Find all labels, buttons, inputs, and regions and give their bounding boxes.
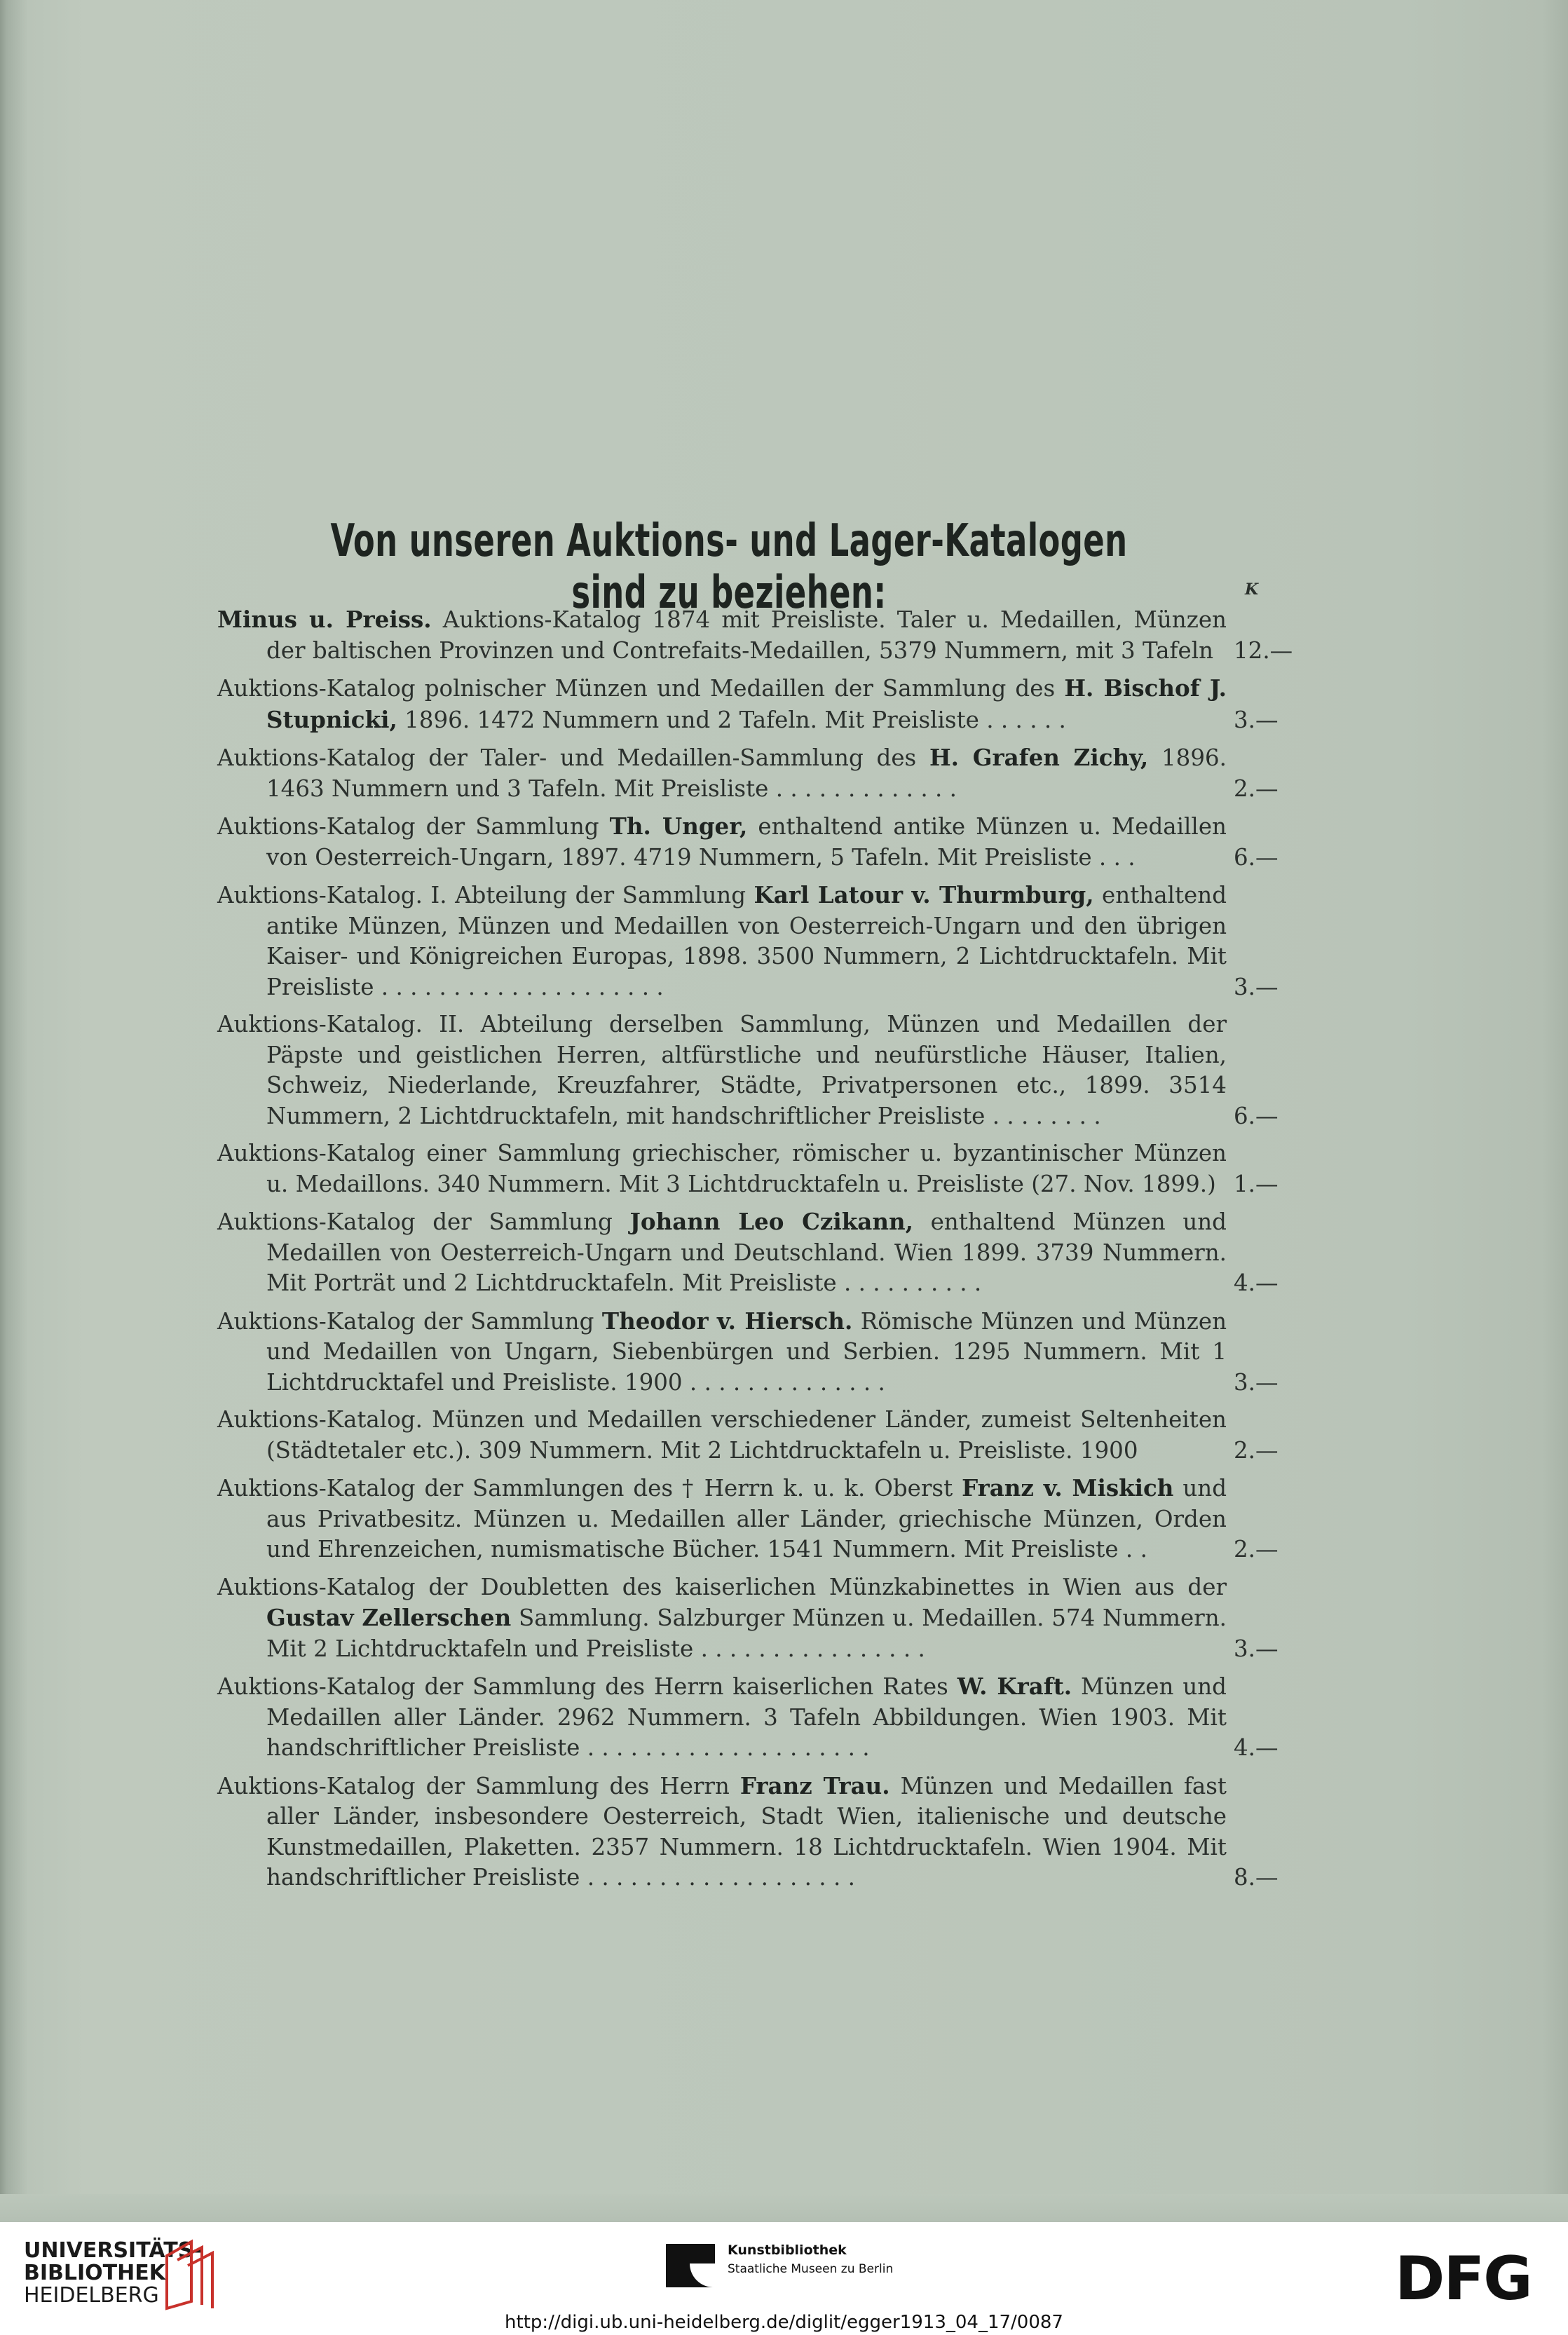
catalog-entry (217, 1572, 1279, 1665)
dfg-logo[interactable]: DFG (1395, 2244, 1532, 2314)
entry-price: 12.— (1234, 636, 1293, 664)
collection-name: Karl Latour v. Thurmburg, (754, 881, 1094, 908)
entry-text: Auktions-Katalog der Sammlungen des † Herrn k. u. k. Oberst (217, 1475, 962, 1502)
catalog-entry (217, 811, 1279, 873)
catalog-entry (217, 1473, 1279, 1565)
entry-price: 8.— (1234, 1864, 1279, 1891)
entry-text: Auktions-Katalog der Sammlung des Herrn kaiserlichen Rates (217, 1673, 957, 1700)
catalog-entry (217, 1306, 1279, 1398)
entry-text: Römische Münzen und Münzen und Medaillen von Ungarn, Siebenbürgen und Serbien. 1295 Nummern. Mit 1 Lichtdrucktafel und Preisliste. 1900 . . . . . . . . . . . . . . (266, 1307, 1227, 1396)
entry-price: 3.— (1234, 1635, 1279, 1662)
entry-price: 4.— (1234, 1269, 1279, 1296)
entry-text: Auktions-Katalog der Sammlung (217, 1307, 602, 1335)
entry-text: Auktions-Katalog der Sammlung des Herrn (217, 1772, 740, 1799)
entry-price: 4.— (1234, 1734, 1279, 1761)
kunstbibliothek-subtitle: Staatliche Museen zu Berlin (728, 2262, 894, 2276)
entry-price: 6.— (1234, 843, 1279, 871)
entry-text: Münzen und Medaillen aller Länder. 2962 Nummern. 3 Tafeln Abbildungen. Wien 1903. Mit handschriftlicher Preisliste . . . . . . . . . . . . . . . . . . . . (266, 1673, 1227, 1761)
catalog-entry (217, 1671, 1279, 1764)
entry-price: 2.— (1234, 775, 1279, 802)
entry-text: enthaltend Münzen und Medaillen von Oesterreich-Ungarn und Deutschland. Wien 1899. 3739 Nummern. Mit Porträt und 2 Lichtdrucktafeln. Mit Preisliste . . . . . . . . . . (266, 1209, 1227, 1296)
ub-logo-line-1: UNIVERSITÄTS- (24, 2238, 202, 2263)
entry-text: Auktions-Katalog der Sammlung (217, 1209, 630, 1235)
entry-price: 3.— (1234, 973, 1279, 1000)
page-heading: Von unseren Auktions- und Lager-Katalogen sind zu beziehen: (330, 515, 1128, 619)
permalink-url[interactable]: http://digi.ub.uni-heidelberg.de/diglit/egger1913_04_17/0087 (505, 2312, 1063, 2333)
catalog-entry (217, 673, 1279, 735)
collection-name: Franz v. Miskich (962, 1474, 1174, 1502)
collection-name: Minus u. Preiss. (217, 606, 432, 633)
collection-name: H. Bischof J. Stupnicki, (266, 674, 1227, 733)
entry-text: und aus Privatbesitz. Münzen u. Medaillen aller Länder, griechische Münzen, Orden und Ehrenzeichen, numismatische Bücher. 1541 Nummern. Mit Preisliste . . (266, 1475, 1227, 1563)
collection-name: Gustav Zellerschen (266, 1604, 512, 1631)
entry-text: Auktions-Katalog. II. Abteilung derselben Sammlung, Münzen und Medaillen der Päpste und geistlichen Herren, altfürstliche und neufürstliche Häuser, Italien, Schweiz, Niederlande, Kreuzfahrer, Städte, Privatpersonen etc., 1899. 3514 Nummern, 2 Lichtdrucktafeln, mit handschriftlicher Preisliste . . . . . . . . (217, 1011, 1227, 1129)
entry-text: Auktions-Katalog der Sammlung (217, 813, 610, 840)
catalog-entry (217, 1138, 1279, 1199)
catalog-entry (217, 880, 1279, 1002)
catalog-list (217, 604, 1293, 1900)
collection-name: Th. Unger, (609, 812, 748, 840)
kunstbibliothek-mark-icon (666, 2244, 715, 2287)
collection-name: Theodor v. Hiersch. (601, 1307, 853, 1335)
entry-price: 2.— (1234, 1436, 1279, 1464)
entry-text: 1896. 1463 Nummern und 3 Tafeln. Mit Preisliste . . . . . . . . . . . . . (266, 744, 1227, 802)
entry-text: Auktions-Katalog 1874 mit Preisliste. Taler u. Medaillen, Münzen der baltischen Provinzen und Contrefaits-Medaillen, 5379 Nummern, mit 3 Tafeln (266, 606, 1227, 664)
catalog-entry (217, 1009, 1279, 1131)
entry-text: Auktions-Katalog einer Sammlung griechischer, römischer u. byzantinischer Münzen u. Medaillons. 340 Nummern. Mit 3 Lichtdrucktafeln u. Preisliste (27. Nov. 1899.) (217, 1140, 1227, 1197)
collection-name: Johann Leo Czikann, (629, 1208, 913, 1235)
entry-text: Auktions-Katalog. Münzen und Medaillen verschiedener Länder, zumeist Seltenheiten (Städtetaler etc.). 309 Nummern. Mit 2 Lichtdrucktafeln u. Preisliste. 1900 (217, 1406, 1227, 1464)
entry-price: 2.— (1234, 1536, 1279, 1563)
kunstbibliothek-title: Kunstbibliothek (728, 2242, 847, 2258)
catalog-entry (217, 1206, 1279, 1299)
entry-text: Sammlung. Salzburger Münzen u. Medaillen. 574 Nummern. Mit 2 Lichtdrucktafeln und Preisliste . . . . . . . . . . . . . . . . (266, 1605, 1227, 1662)
price-column-unit: K (1245, 580, 1259, 599)
entry-text: Auktions-Katalog polnischer Münzen und Medaillen der Sammlung des (217, 675, 1065, 702)
entry-text: enthaltend antike Münzen u. Medaillen von Oesterreich-Ungarn, 1897. 4719 Nummern, 5 Tafeln. Mit Preisliste . . . (266, 813, 1227, 871)
entry-text: Auktions-Katalog der Doubletten des kaiserlichen Münzkabinettes in Wien aus der (217, 1573, 1227, 1600)
entry-price: 6.— (1234, 1102, 1279, 1129)
catalog-entry (217, 1771, 1279, 1893)
entry-text: enthaltend antike Münzen, Münzen und Medaillen von Oesterreich-Ungarn und den übrigen Kaiser- und Königreichen Europas, 1898. 3500 Nummern, 2 Lichtdrucktafeln. Mit Preisliste . . . . . . . . . . . . . . . . . . . . (266, 882, 1227, 1000)
catalog-entry (217, 742, 1279, 804)
entry-price: 3.— (1234, 706, 1279, 733)
ub-logo-line-2: BIBLIOTHEK (24, 2261, 165, 2285)
collection-name: Franz Trau. (739, 1771, 890, 1799)
footer-bar (0, 2222, 1568, 2335)
ub-logo-line-3: HEIDELBERG (24, 2283, 159, 2308)
catalog-entry (217, 604, 1293, 666)
collection-name: H. Grafen Zichy, (929, 744, 1149, 771)
entry-text: Auktions-Katalog der Taler- und Medaillen-Sammlung des (217, 744, 929, 771)
entry-price: 3.— (1234, 1368, 1279, 1396)
entry-text: Auktions-Katalog. I. Abteilung der Sammlung (217, 882, 754, 908)
collection-name: W. Kraft. (957, 1673, 1072, 1700)
catalog-entry (217, 1405, 1279, 1466)
entry-price: 1.— (1234, 1170, 1279, 1197)
entry-text: Münzen und Medaillen fast aller Länder, insbesondere Oesterreich, Stadt Wien, italienische und deutsche Kunstmedaillen, Plaketten. 2357 Nummern. 18 Lichtdrucktafeln. Wien 1904. Mit handschriftlicher Preisliste . . . . . . . . . . . . . . . . . . . (266, 1772, 1227, 1891)
entry-text: 1896. 1472 Nummern und 2 Tafeln. Mit Preisliste . . . . . . (397, 706, 1066, 733)
ub-heidelberg-mark-icon (160, 2235, 216, 2312)
